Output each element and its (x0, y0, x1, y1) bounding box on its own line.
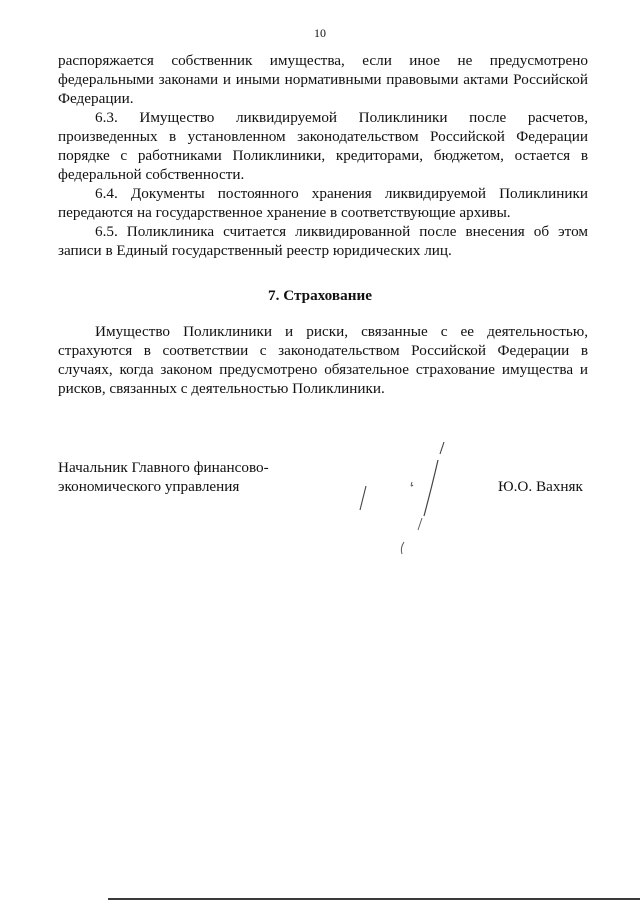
insurance-paragraph: Имущество Поликлиники и риски, связанные с ее деятельностью, страхуются в соответствии с законодательством Российской Федерации в случаях, когда законом предусмотрено обязательное страхование имущества и рисков, связанных с деятельностью Поликлиники. (58, 323, 588, 397)
page-number: 10 (314, 26, 326, 40)
handwritten-signature-icon (352, 438, 462, 568)
paragraph-6-4: 6.4. Документы постоянного хранения ликвидируемой Поликлиники передаются на государственное хранение в соответствующие архивы. (58, 185, 588, 221)
document-body (58, 51, 588, 260)
insurance-section (58, 322, 588, 398)
paragraph-6-3: 6.3. Имущество ликвидируемой Поликлиники после расчетов, произведенных в установленном законодательством Российской Федерации порядке с работниками Поликлиники, кредиторами, бюджетом, остается в федеральной собственности. (58, 109, 588, 183)
paragraph-6-5: 6.5. Поликлиника считается ликвидированной после внесения об этом записи в Единый государственный реестр юридических лиц. (58, 223, 588, 259)
signer-title-line-2: экономического управления (58, 478, 240, 495)
section-heading: 7. Страхование (268, 287, 372, 304)
paragraph-continuation: распоряжается собственник имущества, если иное не предусмотрено федеральными законами и иными нормативными правовыми актами Российской Федерации. (58, 52, 588, 107)
signer-title-line-1: Начальник Главного финансово- (58, 459, 269, 476)
signer-name: Ю.О. Вахняк (498, 478, 583, 495)
scan-bottom-edge (108, 898, 640, 900)
signer-title (58, 458, 318, 496)
